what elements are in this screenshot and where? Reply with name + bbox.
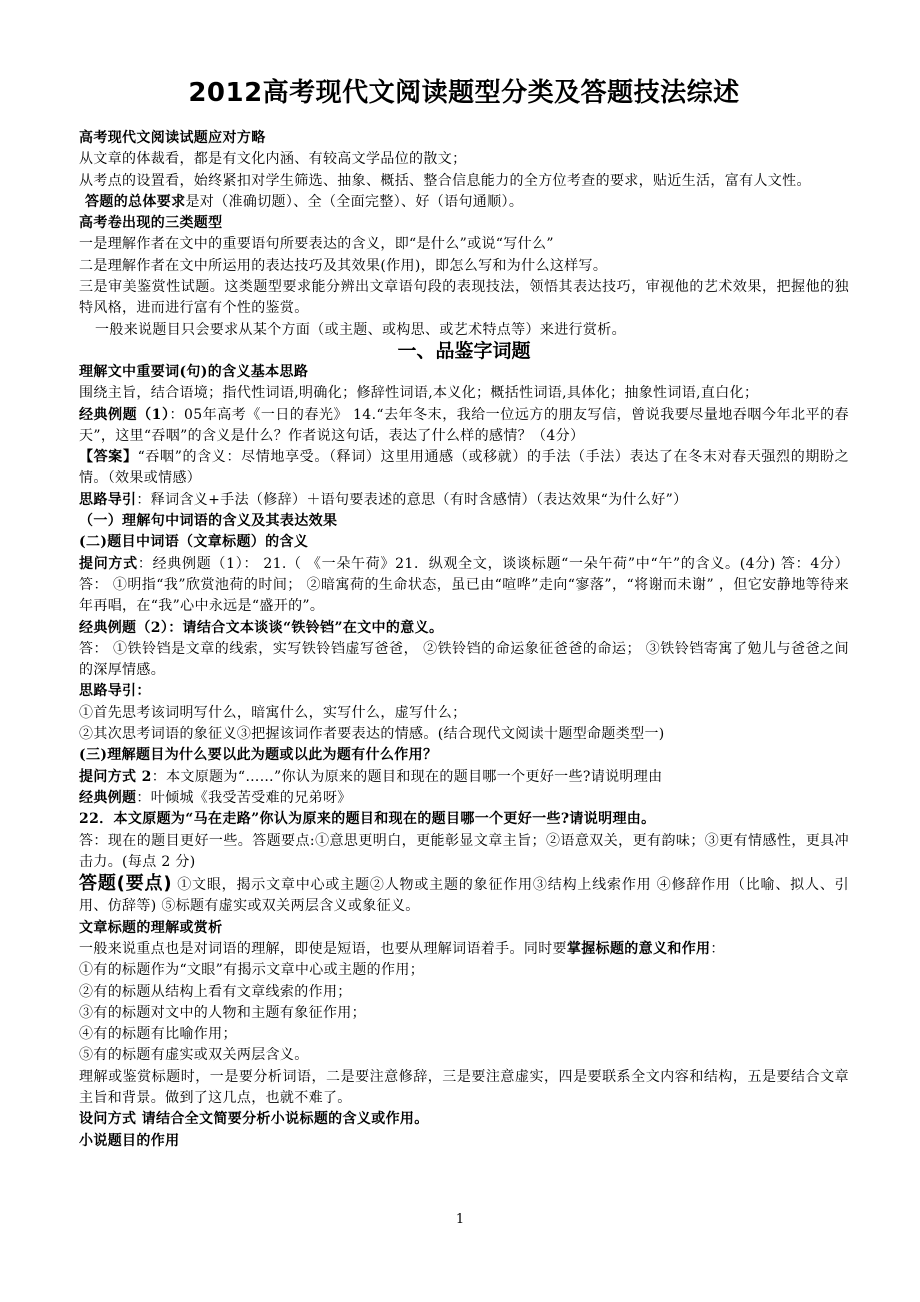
paragraph: 二是理解作者在文中所运用的表达技巧及其效果(作用)，即怎么写和为什么这样写。 <box>79 257 608 274</box>
list-item: ①有的标题作为“文眼”有揭示文章中心或主题的作用； <box>79 962 425 979</box>
paragraph: 从文章的体裁看，都是有文化内涵、有较高文学品位的散文； <box>79 151 467 168</box>
text-run: ：05年高考《一日的春光》 14.“去年冬末，我给一位远方的朋友写信，曾说我要尽量地吞咽今年北平的春天”，这里“吞咽”的含义是什么？作者说这句话，表达了什么样的感情？（4分） <box>79 406 849 444</box>
paragraph <box>79 405 849 448</box>
subheading: 思路导引： <box>79 683 151 700</box>
subheading: 设问方式 请结合全文简要分析小说标题的含义或作用。 <box>79 1111 429 1128</box>
text-run: ：叶倾城《我受苦受难的兄弟呀》 <box>136 789 352 806</box>
section-heading: 一、品鉴字词题 <box>397 339 531 362</box>
text-run: 一般来说重点也是对词语的理解，即使是短语，也要从理解词语着手。同时要 <box>79 940 567 957</box>
subheading: 小说题目的作用 <box>79 1132 180 1149</box>
paragraph <box>79 554 849 618</box>
text-run: ：本文原题为“……”你认为原来的题目和现在的题目哪一个更好一些?请说明理由 <box>151 768 663 785</box>
heading-strategy: 高考现代文阅读试题应对方略 <box>79 130 266 146</box>
paragraph <box>79 490 849 511</box>
paragraph <box>79 788 849 809</box>
heading-three-types: 高考卷出现的三类题型 <box>79 215 223 232</box>
bold-lead: 思路导引 <box>79 491 137 508</box>
page-number: 1 <box>455 1212 465 1227</box>
list-item: ②有的标题从结构上看有文章线索的作用； <box>79 983 352 1000</box>
text-run: ：释词含义+手法（修辞）＋语句要表述的意思（有时含感情）（表达效果“为什么好”） <box>136 491 688 508</box>
list-item: ⑤有的标题有虚实或双关两层含义。 <box>79 1047 309 1064</box>
example-heading: 经典例题（2）：请结合文本谈谈“铁铃铛”在文中的意义。 <box>79 619 444 636</box>
paragraph: 答：现在的题目更好一些。答题要点:①意思更明白，更能彰显文章主旨；②语意双关，更有韵味；③更有情感性，更具冲击力。(每点 2 分) <box>79 832 849 870</box>
paragraph: 围绕主旨，结合语境；指代性词语,明确化；修辞性词语,本义化；概括性词语,具体化；抽象性词语,直白化； <box>79 385 759 402</box>
text-run: 是对（准确切题）、全（全面完整）、好（语句通顺）。 <box>185 193 524 210</box>
bold-lead: 提问方式 2 <box>79 768 152 785</box>
paragraph: 三是审美鉴赏性试题。这类题型要求能分辨出文章语句段的表现技法，领悟其表达技巧，审视他的艺术效果，把握他的独特风格，进而进行富有个性的鉴赏。 <box>79 279 849 317</box>
text-run: ：经典例题（1）： 21.（ 《一朵午荷》21．纵观全文，谈谈标题“一朵午荷”中“午”的含义。(4分) 答：4分）答： ①明指“我”欣赏池荷的时间； ②暗寓荷的生命状态，虽已由“喧哗”走向“寥落”，“将谢而未谢” ，但它安静地等待来年再唱，在“我”心中永远是“盛开的”。 <box>79 555 849 615</box>
bold-lead: 经典例题 <box>79 789 137 806</box>
paragraph: 理解或鉴赏标题时，一是要分析词语，二是要注意修辞，三是要注意虚实，四是要联系全文内容和结构，五是要结合文章主旨和背景。做到了这几点，也就不难了。 <box>79 1068 849 1107</box>
document-title: 2012高考现代文阅读题型分类及答题技法综述 <box>188 78 740 108</box>
question-heading: 22．本文原题为“马在走路”你认为原来的题目和现在的题目哪一个更好一些?请说明理由。 <box>79 811 656 828</box>
bold-lead: 【答案】 <box>79 449 138 466</box>
paragraph <box>79 767 849 788</box>
subheading: 文章标题的理解或赏析 <box>79 919 223 936</box>
subheading: (二)题目中词语（文章标题）的含义 <box>79 534 309 551</box>
paragraph <box>79 873 849 918</box>
list-item: ④有的标题有比喻作用； <box>79 1026 237 1043</box>
subheading: (三)理解题目为什么要以此为题或以此为题有什么作用？ <box>79 747 438 764</box>
answer-lead: 答题(要点) <box>79 873 172 895</box>
subheading: 理解文中重要词(句)的含义基本思路 <box>79 363 309 380</box>
text-run: ： <box>710 940 725 957</box>
paragraph: ②其次思考词语的象征义③把握该词作者要表达的情感。(结合现代文阅读十题型命题类型一) <box>79 726 665 743</box>
bold-lead: 提问方式 <box>79 555 138 572</box>
paragraph: 答： ①铁铃铛是文章的线索，实写铁铃铛虚写爸爸， ②铁铃铛的命运象征爸爸的命运； ③铁铃铛寄寓了勉儿与爸爸之间的深厚情感。 <box>79 640 849 679</box>
paragraph <box>79 939 849 960</box>
paragraph <box>79 447 849 490</box>
bold-run: 掌握标题的意义和作用 <box>566 940 711 957</box>
paragraph: 从考点的设置看，始终紧扣对学生筛选、抽象、概括、整合信息能力的全方位考查的要求，贴近生活，富有人文性。 <box>79 172 811 189</box>
bold-lead: 答题的总体要求 <box>85 193 186 210</box>
text-run: ①文眼，揭示文章中心或主题②人物或主题的象征作用③结构上线索作用 ④修辞作用（比喻、拟人、引用、仿辞等) ⑤标题有虚实或双关两层含义或象征义。 <box>79 877 849 915</box>
bold-lead: 经典例题（1） <box>79 406 170 423</box>
paragraph: ①首先思考该词明写什么，暗寓什么，实写什么，虚写什么； <box>79 704 467 721</box>
document-page <box>79 76 849 1152</box>
list-item: ③有的标题对文中的人物和主题有象征作用； <box>79 1004 366 1021</box>
paragraph: 一是理解作者在文中的重要语句所要表达的含义，即“是什么”或说“写什么” <box>79 236 554 253</box>
text-run: “吞咽”的含义：尽情地享受。（释词）这里用通感（或移就）的手法（手法）表达了在冬末对春天强烈的期盼之情。（效果或情感） <box>79 449 849 487</box>
paragraph <box>79 192 849 213</box>
subheading: （一）理解句中词语的含义及其表达效果 <box>79 513 338 530</box>
paragraph: 一般来说题目只会要求从某个方面（或主题、或构思、或艺术特点等）来进行赏析。 <box>95 321 626 338</box>
